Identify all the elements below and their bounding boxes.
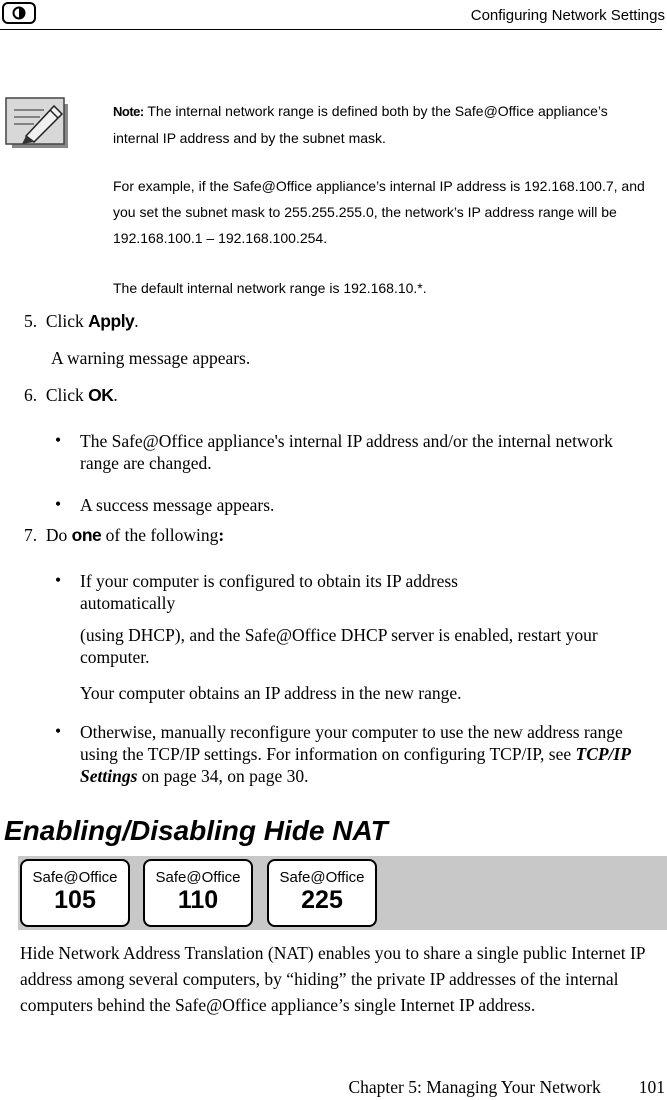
header-divider: [0, 29, 662, 30]
bullet-icon: •: [55, 494, 62, 514]
note-paragraph-1: [113, 98, 653, 151]
step-text: of the following: [101, 525, 219, 545]
step-number: 6.: [24, 385, 38, 405]
logo-eye-icon: [4, 4, 34, 22]
step-text: Do: [45, 525, 72, 545]
step-5-result: A warning message appears.: [51, 348, 251, 368]
model-badge-110: [143, 859, 253, 927]
step-text: Click: [45, 311, 89, 331]
model-banner: [18, 856, 667, 930]
step-text: on page 34, on page 30.: [137, 766, 309, 786]
step-colon: :: [218, 525, 225, 545]
note-label: Note:: [113, 104, 144, 119]
step-6-bullet-1: The Safe@Office appliance's internal IP address and/or the internal network range are changed.: [80, 431, 613, 473]
model-badge-225: [267, 859, 377, 927]
step-5: [24, 311, 139, 332]
step-number: 7.: [24, 525, 38, 545]
model-number: 110: [177, 886, 219, 914]
bullet-icon: •: [55, 570, 62, 590]
step-text: Click: [45, 385, 89, 405]
model-brand: Safe@Office: [32, 869, 118, 886]
one-label: one: [71, 525, 102, 545]
model-number: 225: [301, 886, 343, 914]
step-7-bullet-1-line-2: (using DHCP), and the Safe@Office DHCP server is enabled, restart your computer.: [80, 625, 598, 667]
step-text: Otherwise, manually reconfigure your computer to use the new address range using the TCP/IP settings. For information on configuring TCP/IP, see: [80, 722, 623, 764]
step-7-bullet-2: [80, 721, 650, 787]
note-pencil-icon: [4, 96, 72, 157]
header-title: Configuring Network Settings: [470, 7, 665, 24]
page-number: 101: [638, 1077, 665, 1097]
step-7-bullet-1-line-1: If your computer is configured to obtain its IP address automatically: [80, 571, 458, 613]
hide-nat-description: Hide Network Address Translation (NAT) enables you to share a single public Internet IP address among several computers, by “hiding” the private IP addresses of the internal computers behind the Safe@Office appliance’s single Internet IP address.: [20, 943, 645, 1015]
note-text-1: The internal network range is defined both by the Safe@Office appliance’s internal IP address and by the subnet mask.: [113, 103, 608, 146]
ok-label: OK: [88, 385, 114, 405]
model-brand: Safe@Office: [155, 869, 241, 886]
logo-icon: [2, 2, 36, 24]
step-7: [24, 525, 224, 546]
step-number: 5.: [24, 311, 38, 331]
apply-label: Apply: [88, 311, 135, 331]
step-6: [24, 385, 118, 406]
page-footer: [348, 1077, 665, 1098]
step-6-bullet-2: A success message appears.: [80, 495, 275, 515]
bullet-icon: •: [55, 721, 62, 741]
model-number: 105: [54, 886, 96, 914]
step-text: .: [134, 311, 139, 331]
note-paragraph-3: The default internal network range is 192.168.10.*.: [113, 280, 427, 296]
tcpip-settings-link[interactable]: TCP/IP Settings: [80, 744, 631, 786]
model-brand: Safe@Office: [279, 869, 365, 886]
note-paragraph-2: For example, if the Safe@Office appliance’s internal IP address is 192.168.100.7, and you set the subnet mask to 255.255.255.0, the network’s IP address range will be 192.168.100.1 – 192.168.100.254.: [113, 178, 645, 246]
step-7-bullet-1-result: Your computer obtains an IP address in the new range.: [80, 683, 462, 703]
section-title: Enabling/Disabling Hide NAT: [4, 815, 388, 846]
model-badge-105: [20, 859, 130, 927]
footer-chapter: Chapter 5: Managing Your Network: [348, 1077, 601, 1097]
bullet-icon: •: [55, 430, 62, 450]
step-text: .: [113, 385, 118, 405]
